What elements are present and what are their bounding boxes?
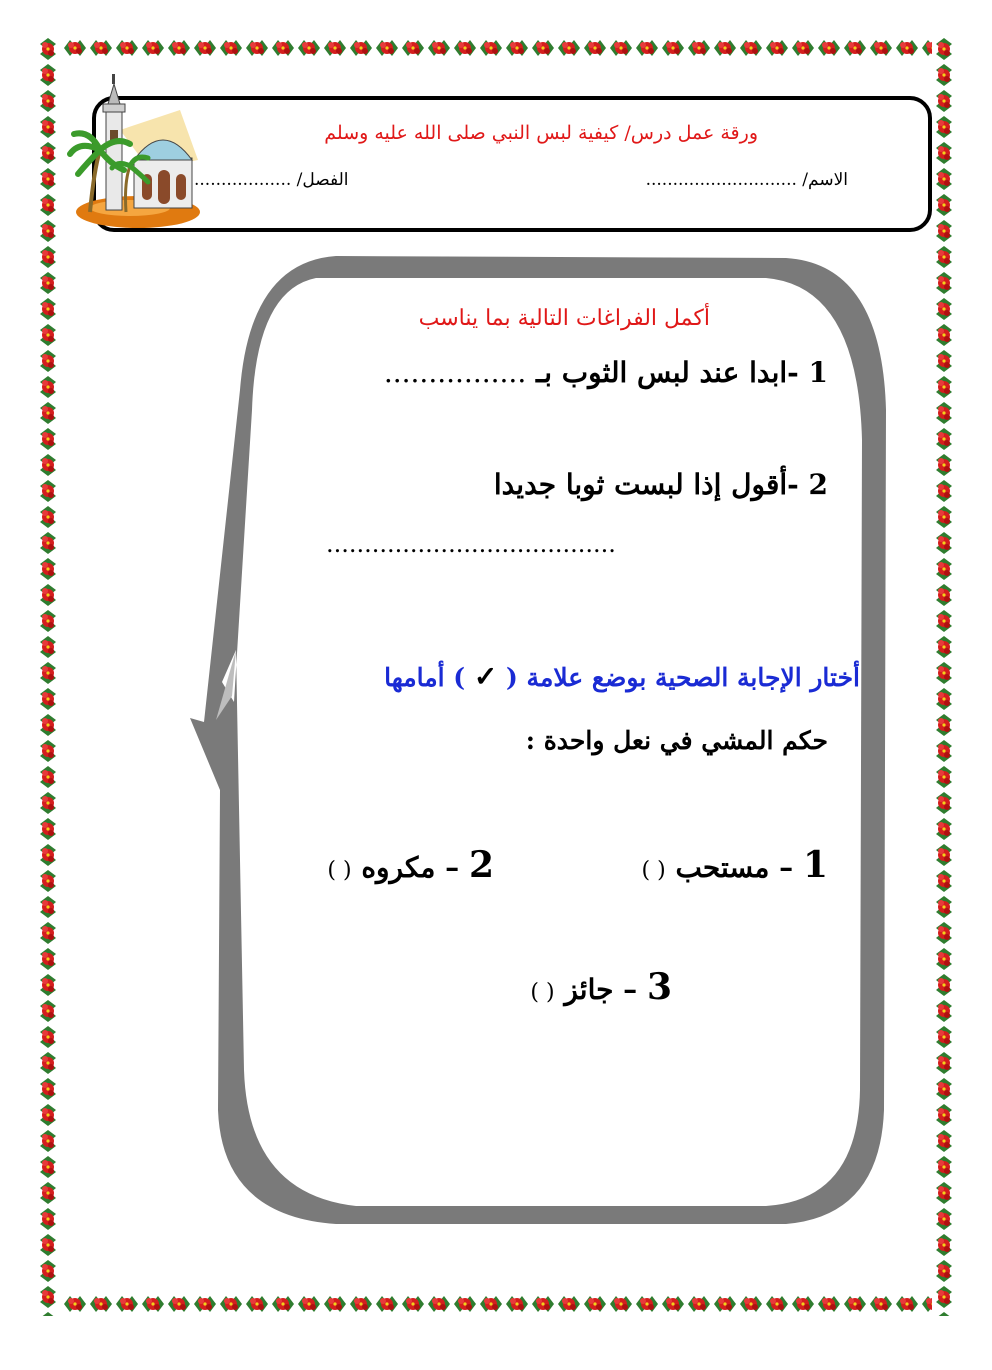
option-1-checkbox[interactable]: ( ) <box>641 858 666 883</box>
option-3-label: – جائز <box>564 973 638 1006</box>
option-1-label: – مستحب <box>675 851 794 884</box>
option-2-label: – مكروه <box>361 851 460 884</box>
choose-answer-instruction <box>384 660 860 693</box>
fill-blanks-instruction: أكمل الفراغات التالية بما يناسب <box>418 306 710 331</box>
question-2-text: -أقول إذا لبست ثوبا جديدا <box>493 468 799 501</box>
choose-instruction-part-b: ) أمامها <box>384 663 466 692</box>
question-1 <box>384 356 828 389</box>
option-2-checkbox[interactable]: ( ) <box>327 858 352 883</box>
ruling-question: حكم المشي في نعل واحدة : <box>525 726 828 755</box>
option-2 <box>327 844 494 886</box>
question-2-blank[interactable]: ...................................... <box>326 530 616 558</box>
option-1-number: 1 <box>802 844 828 886</box>
student-name-field: الاسم/ ............................ <box>645 170 848 190</box>
question-1-number: 1 <box>808 356 828 389</box>
option-1 <box>642 844 828 886</box>
question-2 <box>494 468 828 501</box>
option-3-checkbox[interactable]: ( ) <box>530 980 555 1005</box>
option-3-number: 3 <box>646 966 672 1008</box>
option-2-number: 2 <box>468 844 494 886</box>
question-1-text: -ابدا عند لبس الثوب بـ <box>535 356 799 389</box>
checkmark-icon: ✓ <box>473 660 498 693</box>
choose-instruction-part-a: أختار الإجابة الصحية بوضع علامة ( <box>506 663 860 692</box>
question-1-blank[interactable]: ................ <box>383 356 527 389</box>
flower-border-left <box>36 36 60 1316</box>
option-3 <box>530 966 672 1008</box>
class-field: الفصل/ .................. <box>194 170 349 190</box>
flower-border-right <box>932 36 956 1316</box>
mosque-icon <box>60 70 210 250</box>
worksheet-header <box>92 96 932 232</box>
flower-border-bottom <box>36 1292 956 1316</box>
worksheet-title: ورقة عمل درس/ كيفية لبس النبي صلى الله عليه وسلم <box>324 122 758 144</box>
flower-border-top <box>36 36 956 60</box>
question-2-number: 2 <box>808 468 828 501</box>
